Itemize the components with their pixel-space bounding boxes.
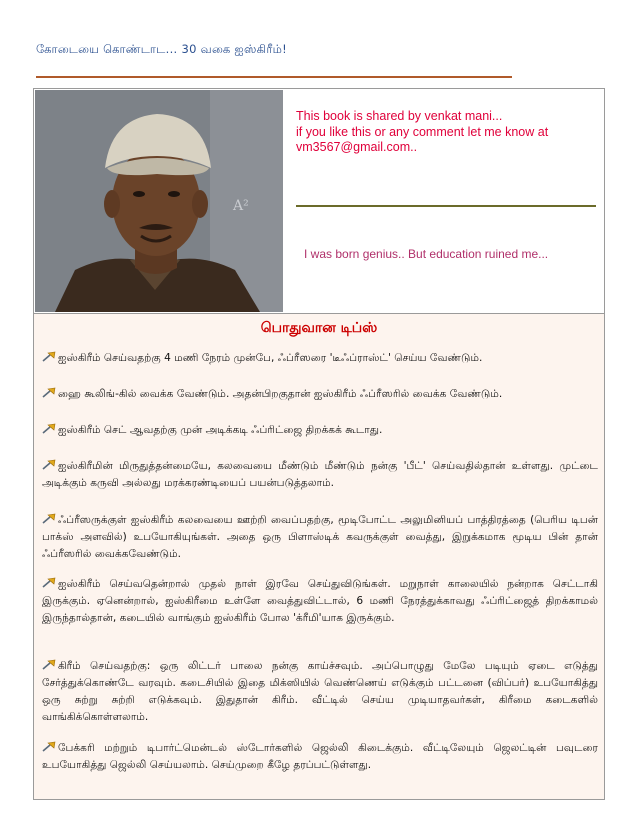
tip-item <box>42 386 598 403</box>
tip-item <box>42 658 598 726</box>
header-divider <box>36 76 512 78</box>
tip-text: ஃப்ரீஸருக்குள் ஐஸ்கிரீம் கலவையை ஊற்றி வைப்பதற்கு, மூடிபோட்ட அலுமினியப் பாத்திரத்தை (பெரிய டிபன் பாக்ஸ் அளவில்) உபயோகியுங்கள். அதை ஒரு பிளாஸ்டிக் கவருக்குள் வைத்து, இறுக்கமாக மூடிய பின் தான் ஃப்ரீஸரில் வைக்கவேண்டும். <box>42 514 598 560</box>
tip-item <box>42 422 598 439</box>
svg-text:A²: A² <box>233 198 249 214</box>
content-frame <box>33 88 605 800</box>
tip-item <box>42 350 598 367</box>
pin-icon <box>42 659 57 670</box>
tip-text: ஐஸ்கிரீம் செட் ஆவதற்கு முன் அடிக்கடி ஃப்ரிட்ஜை திறக்கக் கூடாது. <box>58 424 383 436</box>
tip-item <box>42 458 598 492</box>
tip-text: கிரீம் செய்வதற்கு: ஒரு லிட்டர் பாலை நன்கு காய்ச்சவும். அப்பொழுது மேலே படியும் ஏடை எடுத்து சேர்த்துக்கொண்டே வரவும். கடைசியில் இதை மிக்ஸியில் வெண்ணெய் எடுக்கும் பட்டனை (விப்பர்) உபயோகித்து ஒரு சுற்று சுற்றி எடுக்கவும். இதுதான் கிரீம். வீட்டில் செய்ய முடியாதவர்கள், கிரீமை கடைகளில் வாங்கிக்கொள்ளலாம். <box>42 660 598 723</box>
section-title: பொதுவான டிப்ஸ் <box>260 320 378 336</box>
share-line-1: This book is shared by venkat mani... <box>296 109 503 123</box>
pin-icon <box>42 741 57 752</box>
pin-icon <box>42 513 57 524</box>
author-photo <box>35 90 283 312</box>
tip-item <box>42 512 598 563</box>
tip-text: ஹை கூலிங்-கில் வைக்க வேண்டும். அதன்பிறகுதான் ஐஸ்கிரீம் ஃப்ரீஸரில் வைக்க வேண்டும். <box>58 388 503 400</box>
tip-item <box>42 740 598 774</box>
tip-text: பேக்கரி மற்றும் டிபார்ட்மென்டல் ஸ்டோர்களில் ஜெல்லி கிடைக்கும். வீட்டிலேயும் ஜெலட்டின் பவுடரை உபயோகித்து ஜெல்லி செய்யலாம். செய்முறை கீழே தரப்பட்டுள்ளது. <box>42 742 598 771</box>
tip-text: ஐஸ்கிரீம் செய்வதற்கு 4 மணி நேரம் முன்பே, ஃப்ரீஸரை 'டீஃப்ராஸ்ட்' செய்ய வேண்டும். <box>58 352 483 364</box>
sharer-banner <box>34 89 604 314</box>
pin-icon <box>42 423 57 434</box>
share-line-2: if you like this or any comment let me know at <box>296 124 549 139</box>
tip-text: ஐஸ்கிரீமின் மிருதுத்தன்மையே, கலவையை மீண்டும் மீண்டும் நன்கு 'பீட்' செய்வதில்தான் உள்ளது. முட்டை அடிக்கும் கருவி அல்லது மரக்கரண்டியைப் பயன்படுத்தலாம். <box>42 460 598 489</box>
pin-icon <box>42 387 57 398</box>
share-contact-email: vm3567@gmail.com.. <box>296 140 418 154</box>
banner-divider <box>296 205 596 207</box>
pin-icon <box>42 577 57 588</box>
pin-icon <box>42 351 57 362</box>
tip-text: ஐஸ்கிரீம் செய்வதென்றால் முதல் நாள் இரவே செய்துவிடுங்கள். மறுநாள் காலையில் நன்றாக செட்டாகி இருக்கும். ஏனென்றால், ஐஸ்கிரீமை உள்ளே வைத்துவிட்டால், 6 மணி நேரத்துக்காவது ஃப்ரிட்ஜைத் திறக்காமல் இருந்தால்தான், கடையில் வாங்கும் ஐஸ்கிரீம் போல 'க்ரீமி'யாக இருக்கும். <box>42 578 598 624</box>
document-header-title: கோடையை கொண்டாட... 30 வகை ஐஸ்கிரீம்! <box>36 42 288 56</box>
pin-icon <box>42 459 57 470</box>
banner-tagline: I was born genius.. But education ruined me... <box>304 247 549 261</box>
tips-section <box>34 314 604 799</box>
share-notice <box>296 109 596 156</box>
tip-item <box>42 576 598 627</box>
